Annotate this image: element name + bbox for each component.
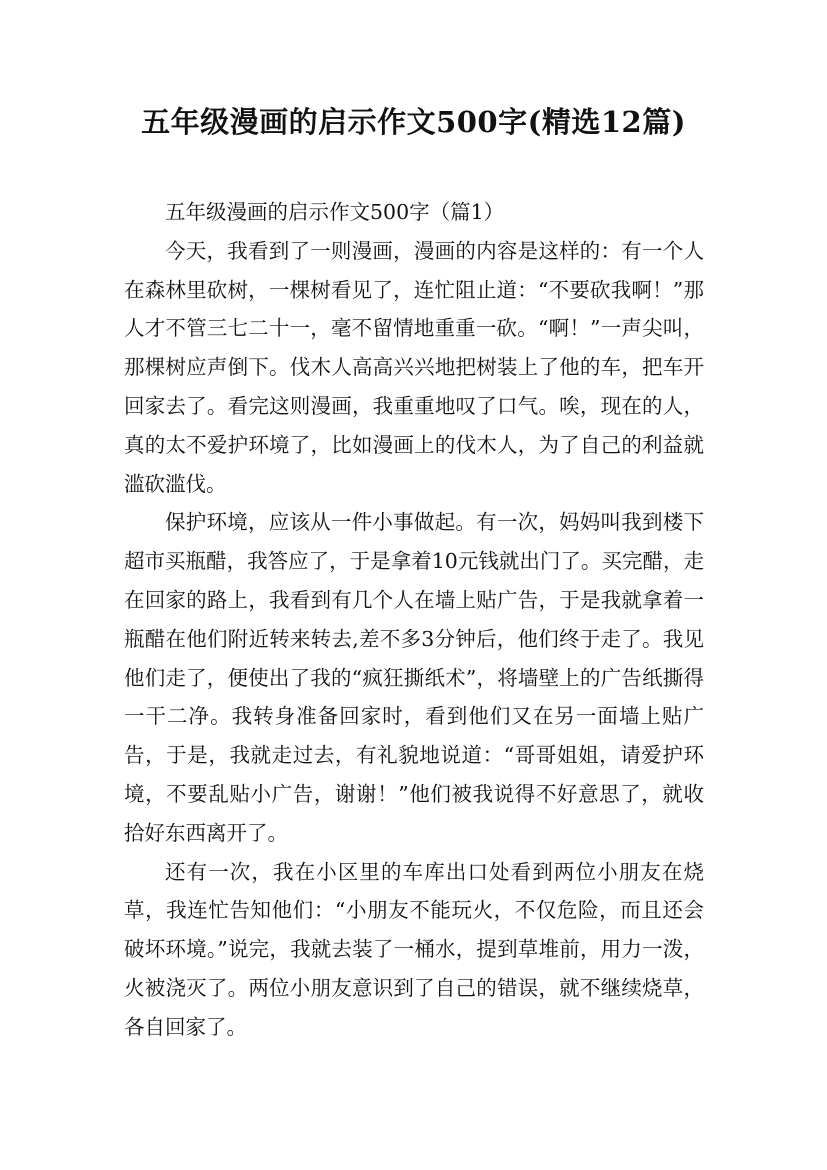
document-title: 五年级漫画的启示作文500字(精选12篇) <box>141 105 686 139</box>
paragraph-3: 还有一次，我在小区里的车库出口处看到两位小朋友在烧草，我连忙告知他们：“小朋友不能玩火，不仅危险，而且还会破坏环境。”说完，我就去装了一桶水，提到草堆前，用力一泼，火被浇灭了。两位小朋友意识到了自己的错误，就不继续烧草，各自回家了。 <box>124 859 704 1039</box>
section-heading: 五年级漫画的启示作文500字（篇1） <box>165 200 505 224</box>
paragraph-2: 保护环境，应该从一件小事做起。有一次，妈妈叫我到楼下超市买瓶醋，我答应了，于是拿着10元钱就出门了。买完醋，走在回家的路上，我看到有几个人在墙上贴广告，于是我就拿着一瓶醋在他们附近转来转去,差不多3分钟后，他们终于走了。我见他们走了，便使出了我的“疯狂撕纸术”，将墙壁上的广告纸撕得一干二净。我转身准备回家时，看到他们又在另一面墙上贴广告，于是，我就走过去，有礼貌地说道：“哥哥姐姐，请爱护环境，不要乱贴小广告，谢谢！”他们被我说得不好意思了，就收拾好东西离开了。 <box>124 510 704 845</box>
paragraph-1: 今天，我看到了一则漫画，漫画的内容是这样的：有一个人在森林里砍树，一棵树看见了，连忙阻止道：“不要砍我啊！”那人才不管三七二十一，毫不留情地重重一砍。“啊！”一声尖叫，那棵树应声倒下。伐木人高高兴兴地把树装上了他的车，把车开回家去了。看完这则漫画，我重重地叹了口气。唉，现在的人，真的太不爱护环境了，比如漫画上的伐木人，为了自己的利益就滥砍滥伐。 <box>124 238 704 496</box>
document-body <box>124 193 704 1047</box>
